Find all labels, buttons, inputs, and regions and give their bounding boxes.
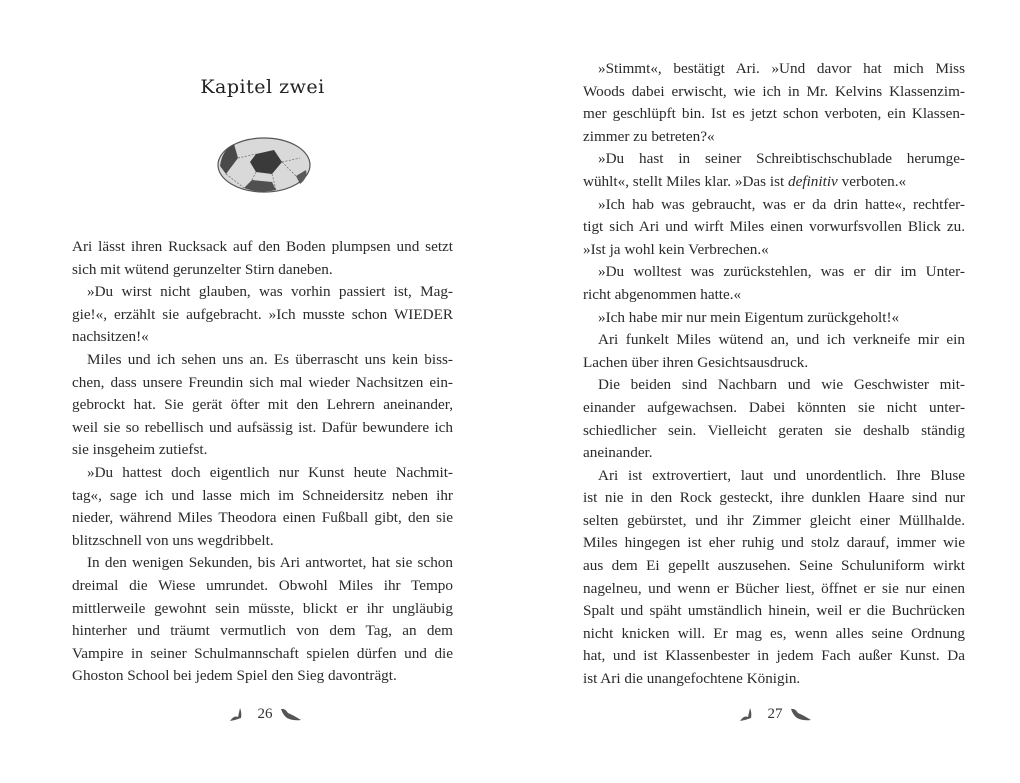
chapter-title: Kapitel zwei — [200, 76, 325, 98]
text-line: »Du hattest doch eigentlich nur Kunst heute Nachmit- — [87, 463, 453, 481]
text-line: In den wenigen Sekunden, bis Ari antwortet, hat sie schon — [87, 554, 453, 572]
text-line: chen, dass unsere Freundin sich mal wieder Nachsitzen ein- — [72, 373, 453, 391]
text-line: tag«, sage ich und lasse mich im Schneidersitz neben ihr — [72, 486, 453, 504]
text-line: Ari ist extrovertiert, laut und unordentlich. Ihre Bluse — [598, 466, 965, 484]
text-line: dreimal die Wiese umrundet. Obwohl Miles ihr Tempo — [72, 576, 453, 594]
page-number: 27 — [767, 705, 783, 722]
text-line: Woods dabei erwischt, wie ich in Mr. Kelvins Klassenzim- — [583, 82, 965, 100]
text-line: gie!«, erzählt sie aufgebracht. »Ich musste schon WIEDER — [72, 305, 453, 323]
text-line: tigt sich Ari und wirft Miles einen vorwurfsvollen Blick zu. — [583, 218, 965, 236]
bat-ornament-icon — [738, 705, 762, 723]
text-line: »Du hast in seiner Schreibtischschublade herumge- — [598, 150, 965, 168]
text-line: blitzschnell von uns wegdribbelt. — [72, 531, 274, 549]
page-footer-right — [715, 705, 835, 723]
text-line: Vampire in seiner Schulmannschaft spielen dürfen und die — [72, 644, 453, 662]
text-line: zimmer zu betreten?« — [583, 127, 715, 145]
text-line: selten gebürstet, und ihr Zimmer gleicht einer Müllhalde. — [583, 511, 965, 529]
text-line: Lachen über ihren Gesichtsausdruck. — [583, 353, 809, 371]
text-line: richt abgenommen hatte.« — [583, 285, 742, 303]
body-text-right — [583, 58, 965, 691]
text-line: einander aufgewachsen. Dabei könnten sie nicht unter- — [583, 398, 965, 416]
text-line: »Du wolltest was zurückstehlen, was er dir im Unter- — [598, 263, 965, 281]
text-line: hat, und ist Klassenbester in jedem Fach außer Kunst. Da — [583, 647, 965, 665]
page-number: 26 — [257, 705, 273, 722]
bat-ornament-icon — [789, 705, 813, 723]
text-line: nieder, während Miles Theodora einen Fußball gibt, den sie — [72, 509, 453, 527]
text-line: aus dem Ei gepellt auszusehen. Seine Schuluniform wirkt — [583, 557, 965, 575]
text-line: schiedlicher sein. Vielleicht geraten sie deshalb ständig — [583, 421, 965, 439]
soccer-ball-icon — [216, 136, 312, 194]
text-line: nagelneu, und wenn er Bücher liest, öffnet er sie nur einen — [583, 579, 965, 597]
text-line: Ari lässt ihren Rucksack auf den Boden plumpsen und setzt — [72, 238, 453, 255]
text-line: mittlerweile gewohnt sein müsste, blickt er ihr ungläubig — [72, 599, 453, 617]
text-line: ist nie in den Rock gesteckt, ihre dunklen Haare sind nur — [583, 489, 965, 507]
text-line: »Du wirst nicht glauben, was vorhin passiert ist, Mag- — [87, 283, 453, 301]
page-footer-left — [205, 705, 325, 723]
text-line: gebrockt hat. Sie gerät öfter mit den Lehrern aneinander, — [72, 396, 453, 414]
body-text-left — [72, 236, 453, 688]
text-line: mer geschlüpft bin. Ist es jetzt schon verboten, ein Klassen- — [583, 105, 965, 123]
text-line: Miles hingegen ist eher ruhig und stolz darauf, immer wie — [583, 534, 965, 552]
right-page — [510, 0, 1020, 783]
text-line: Ari funkelt Miles wütend an, und ich verkneife mir ein — [598, 331, 965, 349]
text-line: Die beiden sind Nachbarn und wie Geschwister mit- — [598, 376, 965, 394]
text-line: hinterher und träumt vermutlich von dem Tag, an dem — [72, 622, 453, 640]
text-line: nicht knicken will. Er mag es, wenn alles seine Ordnung — [583, 624, 965, 642]
text-line: »Stimmt«, bestätigt Ari. »Und davor hat mich Miss — [598, 60, 965, 77]
bat-ornament-icon — [228, 705, 252, 723]
text-line: »Ist ja wohl kein Verbrechen.« — [583, 240, 769, 258]
text-line: ist Ari die unangefochtene Königin. — [583, 670, 801, 688]
text-line: Miles und ich sehen uns an. Es überrascht uns kein biss- — [87, 350, 453, 368]
text-line: »Ich hab was gebraucht, was er da drin hatte«, rechtfer- — [598, 195, 965, 213]
text-line: »Ich habe mir nur mein Eigentum zurückgeholt!« — [598, 308, 900, 326]
text-line: sich mit wütend gerunzelter Stirn daneben. — [72, 260, 333, 278]
text-line: weil sie so rebellisch und aufsässig ist. Dafür bewundere ich — [72, 418, 453, 436]
text-line: sie insgeheim zutiefst. — [72, 441, 208, 459]
text-line: Ghoston School bei jedem Spiel den Sieg davonträgt. — [72, 667, 397, 685]
text-line: aneinander. — [583, 444, 653, 462]
text-line: wühlt«, stellt Miles klar. »Das ist definitiv verboten.« — [583, 172, 907, 190]
text-line: Spalt und späht umständlich hinein, weil er die Buchrücken — [583, 602, 965, 620]
text-line: nachsitzen!« — [72, 328, 149, 346]
bat-ornament-icon — [279, 705, 303, 723]
